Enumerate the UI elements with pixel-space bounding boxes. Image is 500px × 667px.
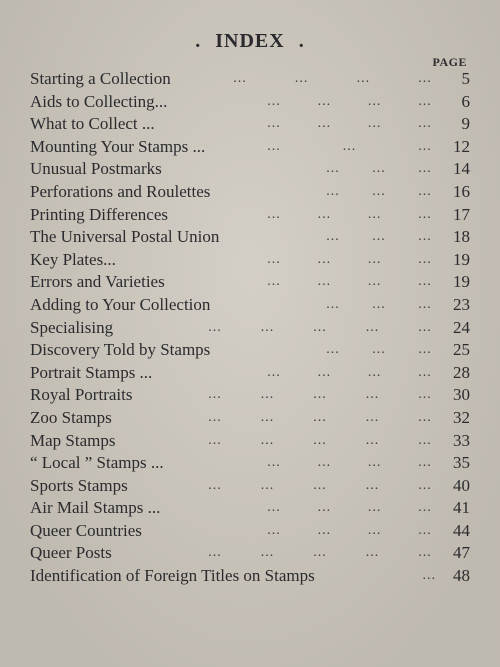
entry-title: Mounting Your Stamps ...: [30, 136, 206, 156]
entry-title: Queer Posts: [30, 543, 112, 563]
entry-page-number: 48: [453, 566, 470, 586]
index-entry: [30, 136, 470, 159]
leader-dots: ...: [367, 93, 382, 109]
dot-leaders: [322, 294, 436, 317]
leader-dots: ...: [313, 387, 327, 403]
index-entry: [30, 362, 470, 385]
leader-dots: ...: [418, 477, 432, 493]
leader-dots: ...: [418, 409, 432, 425]
leader-dots: ...: [326, 342, 340, 358]
leader-dots: ...: [260, 477, 275, 493]
leader-dots: ...: [260, 409, 275, 425]
index-entry: [30, 317, 470, 340]
leader-dots: ...: [418, 342, 432, 358]
index-entry: [30, 181, 470, 204]
entry-page-number: 24: [453, 317, 470, 337]
leader-dots: ...: [365, 432, 380, 448]
leader-dots: ...: [208, 409, 222, 425]
entry-title: Aids to Collecting...: [30, 91, 168, 111]
leader-dots: ...: [313, 432, 327, 448]
dot-leaders: [263, 204, 436, 227]
leader-dots: ...: [418, 274, 432, 290]
dot-leaders: [229, 68, 436, 91]
index-title-text: INDEX: [215, 30, 285, 52]
leader-dots: ...: [418, 251, 432, 267]
entry-page-number: 9: [461, 114, 470, 134]
leader-dots: ...: [365, 409, 380, 425]
entry-page-number: 28: [453, 362, 470, 382]
leader-dots: ...: [418, 71, 432, 86]
entry-title: What to Collect ...: [30, 114, 155, 134]
entry-page-number: 16: [453, 181, 470, 201]
leader-dots: ...: [418, 364, 432, 380]
leader-dots: ...: [418, 183, 432, 199]
entry-title: Queer Countries: [30, 520, 142, 540]
leader-dots: ...: [317, 251, 332, 267]
dot-leaders: [263, 249, 436, 272]
leader-dots: ...: [208, 319, 222, 335]
leader-dots: ...: [260, 545, 275, 561]
leader-dots: ...: [367, 251, 382, 267]
leader-dots: ...: [365, 387, 380, 403]
leader-dots: ...: [267, 364, 281, 380]
entry-page-number: 47: [453, 543, 470, 563]
leader-dots: ...: [317, 206, 332, 222]
dot-leaders: [422, 565, 436, 588]
entry-title: Map Stamps: [30, 430, 116, 450]
index-entry: [30, 113, 470, 136]
index-entry: [30, 497, 470, 520]
entry-page-number: 17: [453, 204, 470, 224]
index-entry: [30, 339, 470, 362]
leader-dots: ...: [367, 364, 382, 380]
dot-leaders: [204, 475, 436, 498]
index-entry: [30, 91, 470, 114]
dot-leaders: [322, 339, 436, 362]
leader-dots: ...: [418, 296, 432, 312]
index-entry: [30, 249, 470, 272]
leader-dots: ...: [367, 206, 382, 222]
index-entry: [30, 520, 470, 543]
dot-leaders: [322, 181, 436, 204]
leader-dots: ...: [267, 93, 281, 109]
leader-dots: ...: [367, 522, 382, 538]
leader-dots: ...: [418, 206, 432, 222]
leader-dots: ...: [260, 387, 275, 403]
entry-page-number: 6: [461, 91, 470, 111]
entry-page-number: 25: [453, 340, 470, 360]
dot-leaders: [204, 317, 436, 340]
dot-leaders: [204, 430, 436, 453]
entry-page-number: 5: [461, 69, 470, 88]
entry-page-number: 35: [453, 453, 470, 473]
leader-dots: ...: [317, 116, 332, 132]
leader-dots: ...: [294, 71, 309, 86]
entry-page-number: 23: [453, 294, 470, 314]
leader-dots: ...: [418, 93, 432, 109]
entry-title: Specialising: [30, 317, 114, 337]
entry-title: Sports Stamps: [30, 475, 128, 495]
leader-dots: ...: [326, 183, 340, 199]
title-dot-left: .: [195, 30, 202, 52]
entry-title: Air Mail Stamps ...: [30, 498, 161, 518]
leader-dots: ...: [317, 522, 332, 538]
leader-dots: ...: [418, 319, 432, 335]
leader-dots: ...: [313, 319, 327, 335]
index-entry: [30, 204, 470, 227]
leader-dots: ...: [418, 432, 432, 448]
entry-title: The Universal Postal Union: [30, 227, 220, 247]
entry-page-number: 41: [453, 498, 470, 518]
index-entries-list: [30, 68, 470, 588]
leader-dots: ...: [372, 183, 386, 199]
entry-title: Starting a Collection: [30, 69, 171, 88]
leader-dots: ...: [326, 161, 340, 177]
leader-dots: ...: [317, 455, 332, 471]
dot-leaders: [322, 158, 436, 181]
entry-title: Zoo Stamps: [30, 407, 112, 427]
leader-dots: ...: [317, 274, 332, 290]
leader-dots: ...: [418, 545, 432, 561]
dot-leaders: [204, 542, 436, 565]
index-entry: [30, 384, 470, 407]
leader-dots: ...: [317, 500, 332, 516]
leader-dots: ...: [365, 319, 380, 335]
leader-dots: ...: [372, 342, 386, 358]
leader-dots: ...: [422, 568, 436, 584]
dot-leaders: [263, 136, 436, 159]
entry-page-number: 32: [453, 407, 470, 427]
index-entry: [30, 68, 470, 91]
leader-dots: ...: [365, 545, 380, 561]
leader-dots: ...: [367, 500, 382, 516]
leader-dots: ...: [208, 432, 222, 448]
leader-dots: ...: [418, 229, 432, 245]
page-column-heading: PAGE: [432, 55, 467, 69]
dot-leaders: [263, 91, 436, 114]
title-dot-right: .: [298, 30, 305, 52]
leader-dots: ...: [267, 138, 281, 154]
leader-dots: ...: [418, 138, 432, 154]
dot-leaders: [322, 226, 436, 249]
dot-leaders: [263, 113, 436, 136]
entry-page-number: 40: [453, 475, 470, 495]
entry-title: Printing Differences: [30, 204, 169, 224]
leader-dots: ...: [208, 477, 222, 493]
leader-dots: ...: [418, 455, 432, 471]
leader-dots: ...: [317, 93, 332, 109]
index-entry: [30, 430, 470, 453]
index-entry: [30, 565, 470, 588]
leader-dots: ...: [367, 274, 382, 290]
entry-title: Unusual Postmarks: [30, 159, 162, 179]
entry-page-number: 19: [453, 272, 470, 292]
dot-leaders: [263, 452, 436, 475]
leader-dots: ...: [418, 116, 432, 132]
entry-title: Royal Portraits: [30, 385, 133, 405]
entry-title: Discovery Told by Stamps: [30, 340, 211, 360]
leader-dots: ...: [260, 319, 275, 335]
entry-page-number: 18: [453, 227, 470, 247]
entry-title: Portrait Stamps ...: [30, 362, 153, 382]
leader-dots: ...: [260, 432, 275, 448]
entry-page-number: 33: [453, 430, 470, 450]
leader-dots: ...: [313, 409, 327, 425]
leader-dots: ...: [326, 296, 340, 312]
leader-dots: ...: [418, 500, 432, 516]
entry-page-number: 14: [453, 159, 470, 179]
leader-dots: ...: [313, 477, 327, 493]
dot-leaders: [263, 520, 436, 543]
dot-leaders: [263, 497, 436, 520]
dot-leaders: [204, 384, 436, 407]
leader-dots: ...: [418, 161, 432, 177]
leader-dots: ...: [418, 387, 432, 403]
index-title: [0, 30, 500, 53]
index-entry: [30, 294, 470, 317]
leader-dots: ...: [267, 116, 281, 132]
entry-title: Perforations and Roulettes: [30, 181, 211, 201]
dot-leaders: [263, 362, 436, 385]
entry-page-number: 19: [453, 249, 470, 269]
leader-dots: ...: [267, 274, 281, 290]
index-entry: [30, 407, 470, 430]
entry-title: Adding to Your Collection: [30, 294, 211, 314]
index-entry: [30, 158, 470, 181]
leader-dots: ...: [267, 251, 281, 267]
entry-page-number: 12: [453, 136, 470, 156]
leader-dots: ...: [372, 229, 386, 245]
leader-dots: ...: [365, 477, 380, 493]
leader-dots: ...: [317, 364, 332, 380]
index-entry: [30, 475, 470, 498]
index-entry: [30, 271, 470, 294]
leader-dots: ...: [326, 229, 340, 245]
leader-dots: ...: [313, 545, 327, 561]
entry-title: Key Plates...: [30, 249, 116, 269]
entry-title: Errors and Varieties: [30, 272, 165, 292]
entry-title: “ Local ” Stamps ...: [30, 453, 164, 473]
dot-leaders: [204, 407, 436, 430]
index-entry: [30, 452, 470, 475]
index-entry: [30, 226, 470, 249]
dot-leaders: [263, 271, 436, 294]
leader-dots: ...: [233, 71, 247, 86]
entry-page-number: 44: [453, 520, 470, 540]
leader-dots: ...: [418, 522, 432, 538]
leader-dots: ...: [367, 116, 382, 132]
leader-dots: ...: [267, 206, 281, 222]
index-entry: [30, 542, 470, 565]
leader-dots: ...: [267, 522, 281, 538]
leader-dots: ...: [208, 387, 222, 403]
leader-dots: ...: [367, 455, 382, 471]
leader-dots: ...: [372, 161, 386, 177]
leader-dots: ...: [342, 138, 357, 154]
leader-dots: ...: [267, 455, 281, 471]
leader-dots: ...: [372, 296, 386, 312]
leader-dots: ...: [356, 71, 371, 86]
leader-dots: ...: [267, 500, 281, 516]
leader-dots: ...: [208, 545, 222, 561]
entry-title: Identification of Foreign Titles on Stamps: [30, 566, 315, 586]
entry-page-number: 30: [453, 385, 470, 405]
